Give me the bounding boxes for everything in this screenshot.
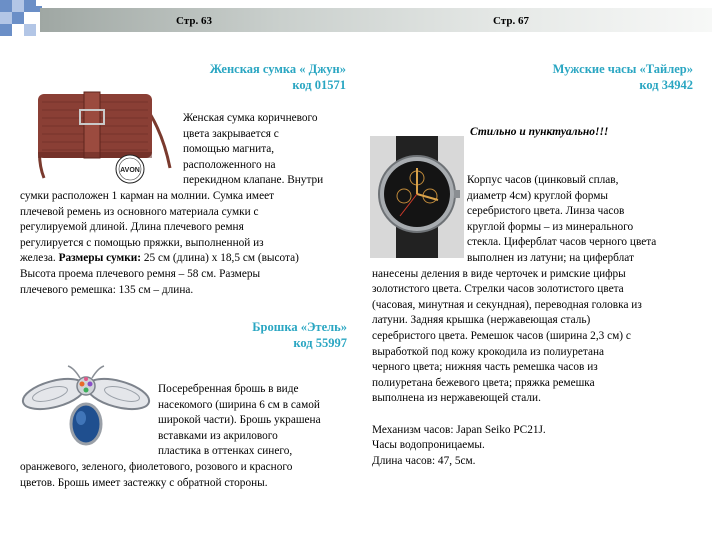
watch-desc-line: полиуретана бежевого цвета; пряжка ремешка — [372, 376, 595, 389]
bag-desc-line: Женская сумка коричневого — [183, 112, 318, 124]
watch-spec-line: Механизм часов: Japan Seiko PC21J. — [372, 423, 546, 436]
header-bar — [40, 8, 712, 32]
bag-desc-line: перекидном клапане. Внутри — [183, 174, 324, 187]
watch-spec-line: Часы водопроницаемы. — [372, 439, 485, 452]
bag-desc-line: расположенного на — [183, 158, 276, 171]
corner-square — [0, 0, 12, 12]
watch-spec-line: Длина часов: 47, 5см. — [372, 454, 476, 467]
brooch-desc-line: пластика в оттенках синего, — [158, 445, 293, 458]
bag-size-line — [20, 251, 350, 267]
watch-desc-line: круглой формы – из минерального — [467, 220, 634, 233]
watch-desc-line: серебристого цвета. Ремешок часов (ширина 2,3 см) с — [372, 329, 631, 342]
bag-description — [20, 111, 350, 298]
watch-desc-line: золотистого цвета. Стрелки часов золотистого цвета — [372, 283, 624, 296]
svg-text:AVON: AVON — [120, 167, 140, 174]
corner-square — [0, 24, 12, 36]
bag-name: Женская сумка « Джун» — [209, 62, 346, 76]
watch-code: код 34942 — [639, 78, 693, 92]
bag-code: код 01571 — [292, 78, 346, 92]
brooch-desc-line: насекомого (ширина 6 см в самой — [158, 398, 320, 411]
brooch-description — [20, 382, 350, 491]
bag-size-value: 25 см (длина) х 18,5 см (высота) — [141, 252, 299, 265]
bag-size-label: Размеры сумки: — [58, 252, 141, 265]
bag-size-prefix: железа. — [20, 252, 59, 265]
corner-square — [12, 12, 24, 24]
bag-desc-line: Высота проема плечевого ремня – 58 см. Размеры — [20, 267, 261, 280]
corner-square — [24, 0, 36, 12]
watch-tagline: Стильно и пунктуально!!! — [470, 126, 609, 138]
bag-desc-line: цвета закрывается с — [183, 127, 279, 140]
brooch-desc-line: вставками из акрилового — [158, 429, 278, 442]
watch-desc-line: выполнен из латуни; на циферблат — [467, 251, 634, 264]
bag-desc-line: сумки расположен 1 карман на молнии. Сумка имеет — [20, 189, 275, 202]
watch-desc-line: Корпус часов (цинковый сплав, — [467, 174, 619, 186]
bag-desc-line: помощью магнита, — [183, 143, 275, 156]
watch-desc-line: диаметр 4см) круглой формы — [467, 189, 608, 202]
watch-desc-line: серебристого цвета. Линза часов — [467, 205, 625, 218]
corner-square — [0, 12, 12, 24]
watch-title — [553, 61, 693, 93]
watch-desc-line: латуни. Задняя крышка (нержавеющая сталь) — [372, 314, 591, 327]
brooch-desc-line: широкой части). Брошь украшена — [158, 414, 321, 427]
brooch-title — [252, 319, 347, 351]
watch-desc-line: черного цвета; нижняя часть ремешка часов из — [372, 361, 598, 374]
watch-desc-line: нанесены деления в виде черточек и римские цифры — [372, 267, 626, 280]
watch-desc-line: (часовая, минутная и секундная), переводная головка из — [372, 298, 642, 311]
watch-name: Мужские часы «Тайлер» — [552, 62, 693, 76]
watch-desc-line: выработкой под кожу крокодила из полиуретана — [372, 345, 605, 358]
corner-square — [24, 24, 36, 36]
bag-desc-line: плечевого ремешка: 135 см – длина. — [20, 283, 194, 296]
brooch-desc-line: оранжевого, зеленого, фиолетового, розового и красного — [20, 460, 293, 473]
page-number-right: Стр. 67 — [493, 15, 529, 27]
watch-description — [372, 173, 702, 469]
brooch-code: код 55997 — [293, 336, 347, 350]
page-number-left: Стр. 63 — [176, 15, 212, 27]
bag-desc-line: регулируемой длиной. Длина плечевого ремня — [20, 221, 244, 234]
brooch-desc-line: цветов. Брошь имеет застежку с обратной стороны. — [20, 476, 268, 489]
brooch-name: Брошка «Этель» — [252, 320, 347, 334]
bag-title — [210, 61, 346, 93]
watch-desc-line: выполнена из нержавеющей стали. — [372, 392, 541, 405]
bag-desc-line: регулируется с помощью пряжки, выполненной из — [20, 236, 264, 249]
watch-desc-line: стекла. Циферблат часов черного цвета — [467, 236, 657, 249]
corner-square — [12, 0, 24, 12]
bag-desc-line: плечевой ремень из основного материала сумки с — [20, 205, 259, 218]
brooch-desc-line: Посеребренная брошь в виде — [158, 383, 299, 395]
